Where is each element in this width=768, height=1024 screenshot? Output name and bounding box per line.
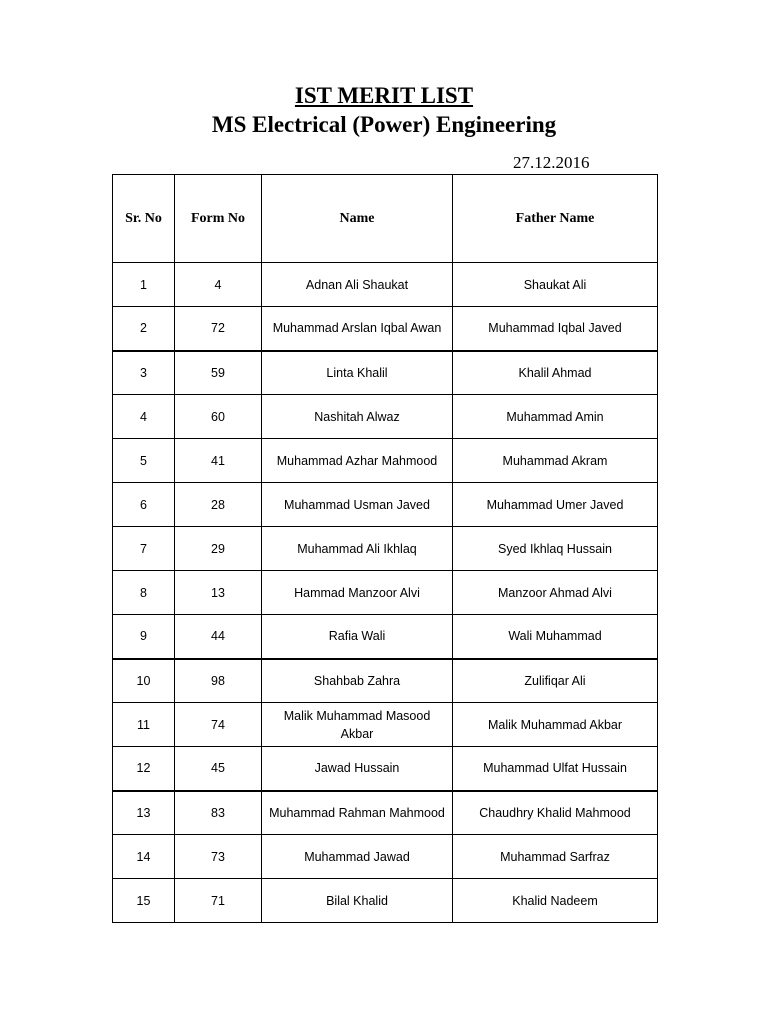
cell-name: Linta Khalil: [262, 351, 453, 395]
cell-father-name: Khalid Nadeem: [453, 879, 658, 923]
cell-form-no: 98: [175, 659, 262, 703]
cell-father-name: Khalil Ahmad: [453, 351, 658, 395]
cell-sr-no: 13: [113, 791, 175, 835]
cell-father-name: Muhammad Amin: [453, 395, 658, 439]
cell-father-name: Malik Muhammad Akbar: [453, 703, 658, 747]
cell-form-no: 71: [175, 879, 262, 923]
cell-form-no: 41: [175, 439, 262, 483]
cell-name: Nashitah Alwaz: [262, 395, 453, 439]
cell-sr-no: 3: [113, 351, 175, 395]
cell-sr-no: 8: [113, 571, 175, 615]
cell-form-no: 72: [175, 307, 262, 351]
cell-sr-no: 15: [113, 879, 175, 923]
cell-name: Hammad Manzoor Alvi: [262, 571, 453, 615]
cell-father-name: Muhammad Ulfat Hussain: [453, 747, 658, 791]
cell-sr-no: 9: [113, 615, 175, 659]
table-row: [113, 791, 658, 835]
document-date: 27.12.2016: [513, 153, 590, 172]
cell-form-no: 74: [175, 703, 262, 747]
table-row: [113, 879, 658, 923]
cell-father-name: Chaudhry Khalid Mahmood: [453, 791, 658, 835]
cell-form-no: 59: [175, 351, 262, 395]
cell-form-no: 4: [175, 263, 262, 307]
table-row: [113, 395, 658, 439]
cell-form-no: 45: [175, 747, 262, 791]
document-subtitle: MS Electrical (Power) Engineering: [211, 112, 557, 137]
table-row: [113, 835, 658, 879]
table-row: [113, 527, 658, 571]
cell-name: Muhammad Jawad: [262, 835, 453, 879]
cell-sr-no: 2: [113, 307, 175, 351]
cell-name: Jawad Hussain: [262, 747, 453, 791]
cell-name: Malik Muhammad Masood Akbar: [262, 703, 453, 747]
document-title: IST MERIT LIST: [294, 83, 474, 108]
cell-name: Bilal Khalid: [262, 879, 453, 923]
cell-father-name: Wali Muhammad: [453, 615, 658, 659]
table-row: [113, 747, 658, 791]
cell-form-no: 28: [175, 483, 262, 527]
cell-father-name: Muhammad Akram: [453, 439, 658, 483]
header-name: Name: [262, 175, 453, 263]
header-form-no: Form No: [175, 175, 262, 263]
merit-list-table: [112, 174, 658, 923]
cell-father-name: Zulifiqar Ali: [453, 659, 658, 703]
cell-name: Muhammad Arslan Iqbal Awan: [262, 307, 453, 351]
cell-sr-no: 5: [113, 439, 175, 483]
cell-father-name: Muhammad Sarfraz: [453, 835, 658, 879]
cell-father-name: Muhammad Iqbal Javed: [453, 307, 658, 351]
header-father-name: Father Name: [453, 175, 658, 263]
cell-father-name: Shaukat Ali: [453, 263, 658, 307]
cell-form-no: 29: [175, 527, 262, 571]
cell-sr-no: 6: [113, 483, 175, 527]
cell-father-name: Manzoor Ahmad Alvi: [453, 571, 658, 615]
table-row: [113, 263, 658, 307]
cell-sr-no: 14: [113, 835, 175, 879]
cell-sr-no: 1: [113, 263, 175, 307]
table-row: [113, 439, 658, 483]
table-row: [113, 703, 658, 747]
cell-name: Muhammad Rahman Mahmood: [262, 791, 453, 835]
cell-sr-no: 12: [113, 747, 175, 791]
table-row: [113, 307, 658, 351]
cell-name: Rafia Wali: [262, 615, 453, 659]
table-row: [113, 571, 658, 615]
cell-name: Adnan Ali Shaukat: [262, 263, 453, 307]
cell-name: Shahbab Zahra: [262, 659, 453, 703]
cell-father-name: Syed Ikhlaq Hussain: [453, 527, 658, 571]
cell-name: Muhammad Usman Javed: [262, 483, 453, 527]
cell-form-no: 44: [175, 615, 262, 659]
table-row: [113, 659, 658, 703]
header-sr-no: Sr. No: [113, 175, 175, 263]
cell-form-no: 73: [175, 835, 262, 879]
table-row: [113, 615, 658, 659]
cell-form-no: 60: [175, 395, 262, 439]
cell-sr-no: 11: [113, 703, 175, 747]
cell-sr-no: 10: [113, 659, 175, 703]
cell-form-no: 83: [175, 791, 262, 835]
cell-father-name: Muhammad Umer Javed: [453, 483, 658, 527]
cell-sr-no: 4: [113, 395, 175, 439]
cell-form-no: 13: [175, 571, 262, 615]
cell-sr-no: 7: [113, 527, 175, 571]
table-row: [113, 351, 658, 395]
cell-name: Muhammad Azhar Mahmood: [262, 439, 453, 483]
table-row: [113, 483, 658, 527]
cell-name: Muhammad Ali Ikhlaq: [262, 527, 453, 571]
table-header-row: [113, 175, 658, 263]
